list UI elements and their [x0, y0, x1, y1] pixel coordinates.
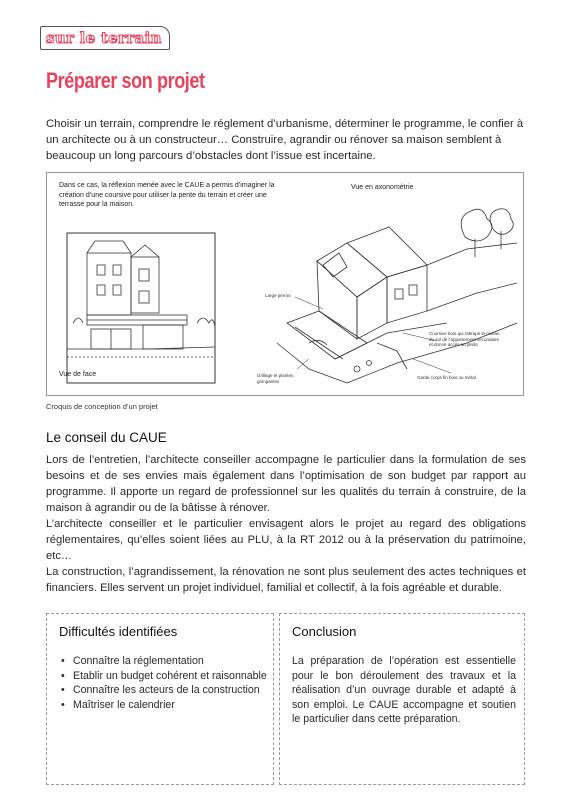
label-coursive: Coursive bois qui rattrape le niveau du sol de l’appartement secondaire et donne accès au jardin	[429, 331, 500, 347]
page-title: Préparer son projet	[46, 68, 205, 93]
list-item: • Connaître la réglementation	[61, 654, 267, 669]
figure-note: Dans ce cas, la réflexion menée avec le CAUE a permis d’imaginer la création d’une coursive pour utiliser la pente du terrain et créer une terrasse pour la maison.	[59, 182, 275, 208]
label-vue-de-face: Vue de face	[59, 371, 97, 378]
conseil-paragraph: La construction, l’agrandissement, la rénovation ne sont plus seulement des actes techniques et financiers. Elles servent un projet individuel, familial et collectif, à la fois agréable et durable.	[46, 566, 526, 594]
list-item: • Connaître les acteurs de la construction	[61, 683, 267, 698]
figure-caption: Croquis de conception d’un projet	[46, 402, 158, 411]
conseil-title: Le conseil du CAUE	[46, 430, 167, 445]
difficultes-title: Difficultés identifiées	[59, 624, 178, 639]
conseil-body	[46, 452, 526, 596]
list-item: • Maîtriser le calendrier	[61, 698, 267, 713]
intro-paragraph: Choisir un terrain, comprendre le réglement d’urbanisme, déterminer le programme, le confier à un architecte ou à un constructeur… Construire, agrandir ou rénover sa maison semblent à beaucoup un long parcours d’obstacles dont l’issue est incertaine.	[46, 118, 524, 162]
conclusion-text: La préparation de l’opération est essentielle pour le bon déroulement des travaux et la réalisation d’un ouvrage durable et adapté à son emploi. Le CAUE accompagne et soutien le particulier dans cette préparation.	[292, 655, 516, 725]
label-garde-corps: Garde corps fin bois ou métal	[417, 375, 476, 380]
conseil-paragraph: L’architecte conseiller et le particulier envisagent alors le projet au regard des obligations réglementaires, qu’elles soient liées au PLU, à la RT 2012 ou à la préservation du patrimoine, etc…	[46, 518, 526, 562]
label-grillage: Grillage et plantes grimpantes	[257, 373, 294, 384]
section-tag-label: sur le terrain	[46, 29, 162, 47]
difficultes-list	[61, 654, 267, 712]
label-axonometrie: Vue en axonométrie	[351, 184, 414, 191]
label-large-perron: Large perron	[265, 293, 291, 298]
list-item: • Etablir un budget cohérent et raisonnable	[61, 669, 267, 684]
conclusion-box	[279, 613, 525, 785]
sketch-figure	[46, 172, 524, 396]
conclusion-title: Conclusion	[292, 624, 357, 639]
difficultes-box	[46, 613, 274, 785]
conseil-paragraph: Lors de l’entretien, l’architecte conseiller accompagne le particulier dans la formulation de ses besoins et de ses envies mais également dans l’optimisation de son budget par rapport au programme. Il apporte un regard de professionnel sur les qualités du terrain à construire, de la maison à agrandir ou de la bâtisse à rénover.	[46, 454, 526, 514]
section-tag	[40, 26, 170, 50]
